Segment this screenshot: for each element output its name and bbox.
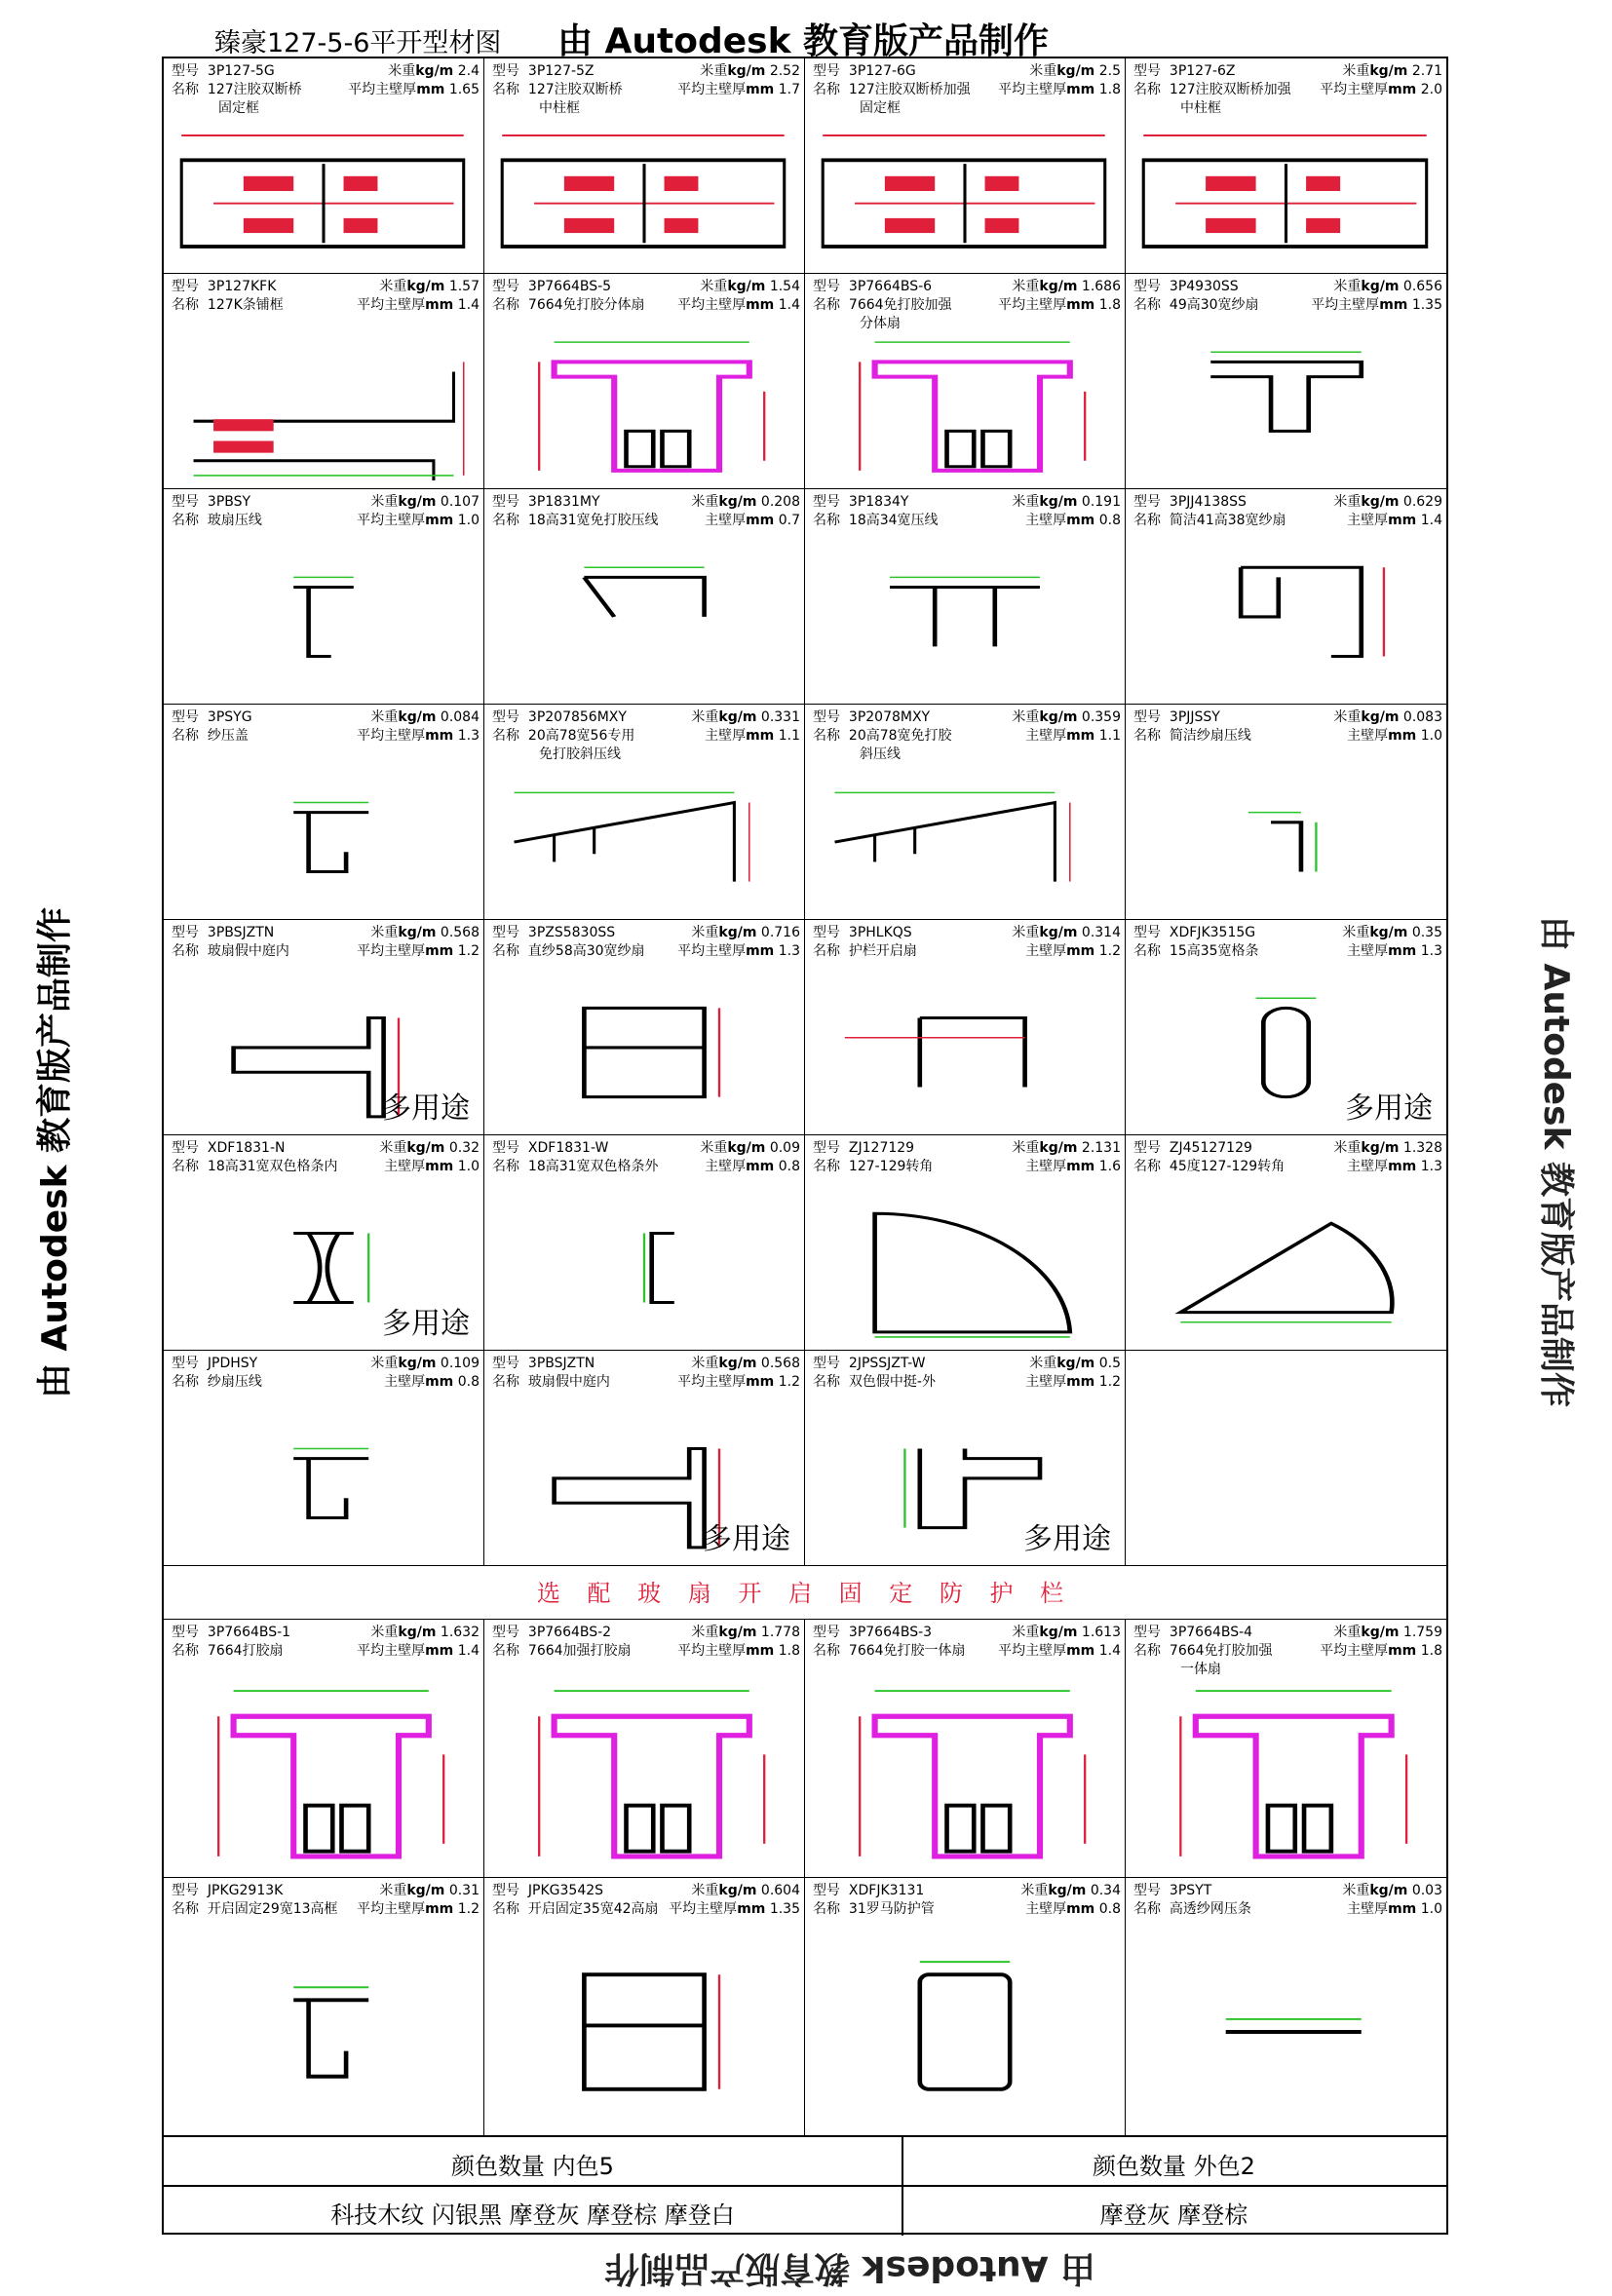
profile-cell xyxy=(164,274,484,489)
profile-info xyxy=(813,1139,1121,1176)
weight-field: 米重kg/m 0.03 xyxy=(1342,1883,1442,1898)
profile-drawing xyxy=(494,763,794,911)
profile-info xyxy=(172,924,480,961)
profile-cell xyxy=(1126,58,1446,274)
model-field: 型号 3P2078MXY xyxy=(813,709,931,725)
name-field: 名称 玻扇假中庭内 xyxy=(492,1374,610,1390)
left-watermark: 由 Autodesk 教育版产品制作 xyxy=(35,906,75,1398)
outer-color-list: 摩登灰 摩登棕 xyxy=(1099,2201,1248,2229)
name-field: 名称 纱压盖 xyxy=(172,728,249,744)
weight-field: 米重kg/m 1.759 xyxy=(1333,1625,1442,1640)
weight-field: 米重kg/m 2.5 xyxy=(1029,63,1121,79)
profile-info xyxy=(172,493,480,530)
model-field: 型号 3PJJ4138SS xyxy=(1133,494,1247,510)
profile-drawing xyxy=(494,548,794,696)
weight-field: 米重kg/m 0.107 xyxy=(370,494,480,510)
profile-cell xyxy=(484,1878,805,2136)
name-field: 名称 开启固定35宽42高扇 xyxy=(492,1901,659,1917)
wall-field: 平均主壁厚mm 1.0 xyxy=(357,513,480,528)
weight-field: 米重kg/m 0.31 xyxy=(379,1883,480,1898)
wall-field: 平均主壁厚mm 1.2 xyxy=(357,1901,480,1917)
weight-field: 米重kg/m 0.35 xyxy=(1342,925,1442,940)
weight-field: 米重kg/m 0.629 xyxy=(1333,494,1442,510)
name-field: 名称 高透纱网压条 xyxy=(1133,1901,1251,1917)
weight-field: 米重kg/m 2.52 xyxy=(700,63,800,79)
wall-field: 平均主壁厚mm 1.35 xyxy=(669,1901,800,1917)
name-field-line2: 分体扇 xyxy=(860,316,901,331)
profile-info xyxy=(1133,278,1442,315)
profile-cell xyxy=(484,920,805,1135)
weight-field: 米重kg/m 0.5 xyxy=(1029,1356,1121,1371)
model-field: 型号 3P1831MY xyxy=(492,494,600,510)
profile-drawing xyxy=(494,1936,794,2127)
profile-cell xyxy=(1126,705,1446,920)
weight-field: 米重kg/m 0.331 xyxy=(691,709,800,725)
profile-drawing xyxy=(815,332,1115,480)
multi-use-label: 多用途 xyxy=(1023,1522,1111,1556)
profile-drawing xyxy=(173,1678,474,1869)
multi-use-label: 多用途 xyxy=(703,1522,790,1556)
name-field: 名称 7664加强打胶扇 xyxy=(492,1643,632,1659)
model-field: 型号 JPDHSY xyxy=(172,1356,258,1371)
profile-cell xyxy=(484,705,805,920)
model-field: 型号 3PHLKQS xyxy=(813,925,912,940)
name-field: 名称 简洁纱扇压线 xyxy=(1133,728,1251,744)
weight-field: 米重kg/m 0.083 xyxy=(1333,709,1442,725)
model-field: 型号 3P4930SS xyxy=(1133,279,1239,294)
wall-field: 平均主壁厚mm 1.3 xyxy=(677,943,800,959)
wall-field: 主壁厚mm 1.1 xyxy=(1025,728,1121,744)
weight-field: 米重kg/m 1.632 xyxy=(370,1625,480,1640)
profile-info xyxy=(1133,1139,1442,1176)
profile-info xyxy=(172,1355,480,1392)
profile-drawing xyxy=(173,548,474,696)
profile-info xyxy=(172,708,480,746)
right-watermark: 由 Autodesk 教育版产品制作 xyxy=(1536,916,1576,1408)
wall-field: 主壁厚mm 1.6 xyxy=(1025,1159,1121,1174)
model-field: 型号 XDF1831-N xyxy=(172,1140,286,1156)
wall-field: 主壁厚mm 0.7 xyxy=(705,513,800,528)
name-field: 名称 127注胶双断桥 xyxy=(172,82,302,97)
model-field: 型号 XDF1831-W xyxy=(492,1140,609,1156)
name-field: 名称 7664免打胶加强 xyxy=(1133,1643,1273,1659)
profile-info xyxy=(492,1355,800,1392)
profile-info xyxy=(813,924,1121,961)
profile-cell xyxy=(164,1878,484,2136)
profile-info xyxy=(813,62,1121,118)
profile-drawing xyxy=(173,1409,474,1557)
profile-cell xyxy=(805,1878,1126,2136)
weight-field: 米重kg/m 0.604 xyxy=(691,1883,800,1898)
model-field: 型号 3PBSJZTN xyxy=(492,1356,595,1371)
profile-info xyxy=(172,278,480,315)
model-field: 型号 3P127-6G xyxy=(813,63,916,79)
profile-info xyxy=(492,1139,800,1176)
profile-info xyxy=(492,1882,800,1919)
profile-drawing xyxy=(815,1936,1115,2127)
profile-cell xyxy=(1126,920,1446,1135)
name-field-line2: 固定框 xyxy=(218,100,259,116)
model-field: 型号 3PBSY xyxy=(172,494,251,510)
multi-use-label: 多用途 xyxy=(1345,1091,1433,1126)
name-field: 名称 简洁41高38宽纱扇 xyxy=(1133,513,1286,528)
optional-section-banner: 选 配 玻 扇 开 启 固 定 防 护 栏 xyxy=(164,1568,1446,1620)
profile-info xyxy=(813,1355,1121,1392)
name-field: 名称 45度127-129转角 xyxy=(1133,1159,1286,1174)
name-field: 名称 20高78宽免打胶 xyxy=(813,728,952,744)
profile-info xyxy=(172,1624,480,1661)
profile-cell xyxy=(805,920,1126,1135)
profile-info xyxy=(492,278,800,315)
name-field-line2: 固定框 xyxy=(860,100,901,116)
name-field-line2: 免打胶斜压线 xyxy=(539,746,621,762)
profile-info xyxy=(172,62,480,118)
wall-field: 主壁厚mm 1.0 xyxy=(1347,1901,1442,1917)
model-field: 型号 3P127-6Z xyxy=(1133,63,1236,79)
profile-cell xyxy=(805,489,1126,705)
weight-field: 米重kg/m 1.613 xyxy=(1012,1625,1121,1640)
weight-field: 米重kg/m 1.686 xyxy=(1012,279,1121,294)
profile-info xyxy=(813,1882,1121,1919)
profile-drawing xyxy=(1135,1194,1437,1342)
profile-cell xyxy=(484,1135,805,1351)
wall-field: 平均主壁厚mm 1.4 xyxy=(677,297,800,313)
name-field: 名称 127K条铺框 xyxy=(172,297,284,313)
weight-field: 米重kg/m 0.314 xyxy=(1012,925,1121,940)
model-field: 型号 3PBSJZTN xyxy=(172,925,275,940)
wall-field: 主壁厚mm 1.0 xyxy=(1347,728,1442,744)
profile-grid-bottom xyxy=(164,1620,1446,2136)
profile-cell xyxy=(805,274,1126,489)
profile-drawing xyxy=(815,763,1115,911)
model-field: 型号 3P1834Y xyxy=(813,494,909,510)
wall-field: 平均主壁厚mm 1.2 xyxy=(357,943,480,959)
weight-field: 米重kg/m 0.084 xyxy=(370,709,480,725)
model-field: 型号 2JPSSJZT-W xyxy=(813,1356,926,1371)
profile-cell xyxy=(164,1351,484,1566)
profile-drawing xyxy=(815,1678,1115,1869)
wall-field: 平均主壁厚mm 1.65 xyxy=(348,82,480,97)
model-field: 型号 3P127KFK xyxy=(172,279,277,294)
name-field-line2: 中柱框 xyxy=(539,100,580,116)
profile-drawing xyxy=(173,117,474,265)
weight-field: 米重kg/m 2.131 xyxy=(1012,1140,1121,1156)
wall-field: 平均主壁厚mm 1.8 xyxy=(1320,1643,1442,1659)
profile-drawing xyxy=(173,332,474,480)
name-field-line2: 一体扇 xyxy=(1180,1662,1221,1677)
profile-info xyxy=(172,1882,480,1919)
profile-drawing xyxy=(494,978,794,1127)
drawing-title: 臻豪127-5-6平开型材图 xyxy=(214,28,502,58)
profile-cell xyxy=(164,1620,484,1878)
top-watermark: 由 Autodesk 教育版产品制作 xyxy=(557,21,1050,61)
name-field: 名称 开启固定29宽13高框 xyxy=(172,1901,338,1917)
model-field: 型号 3P207856MXY xyxy=(492,709,627,725)
wall-field: 平均主壁厚mm 2.0 xyxy=(1320,82,1442,97)
model-field: 型号 3P7664BS-1 xyxy=(172,1625,291,1640)
wall-field: 平均主壁厚mm 1.8 xyxy=(998,82,1121,97)
weight-field: 米重kg/m 2.4 xyxy=(388,63,480,79)
profile-drawing xyxy=(815,1194,1115,1342)
model-field: 型号 3PSYT xyxy=(1133,1883,1212,1898)
profile-drawing xyxy=(815,117,1115,265)
profile-info xyxy=(813,278,1121,333)
profile-info xyxy=(172,1139,480,1176)
name-field: 名称 127注胶双断桥加强 xyxy=(813,82,971,97)
profile-cell xyxy=(1126,274,1446,489)
name-field: 名称 18高34宽压线 xyxy=(813,513,939,528)
model-field: 型号 3P7664BS-2 xyxy=(492,1625,612,1640)
multi-use-label: 多用途 xyxy=(382,1307,470,1341)
wall-field: 平均主壁厚mm 1.4 xyxy=(998,1643,1121,1659)
weight-field: 米重kg/m 1.57 xyxy=(379,279,480,294)
model-field: 型号 3P127-5Z xyxy=(492,63,595,79)
profile-cell xyxy=(1126,1351,1446,1566)
profile-drawing xyxy=(494,332,794,480)
profile-info xyxy=(1133,1624,1442,1679)
model-field: 型号 3PZS5830SS xyxy=(492,925,616,940)
model-field: 型号 ZJ127129 xyxy=(813,1140,915,1156)
profile-drawing xyxy=(494,1678,794,1869)
weight-field: 米重kg/m 2.71 xyxy=(1342,63,1442,79)
profile-drawing xyxy=(494,1194,794,1342)
profile-cell xyxy=(805,58,1126,274)
weight-field: 米重kg/m 0.34 xyxy=(1020,1883,1121,1898)
wall-field: 平均主壁厚mm 1.2 xyxy=(677,1374,800,1390)
weight-field: 米重kg/m 0.32 xyxy=(379,1140,480,1156)
name-field: 名称 18高31宽免打胶压线 xyxy=(492,513,659,528)
name-field-line2: 中柱框 xyxy=(1180,100,1221,116)
profile-info xyxy=(1133,924,1442,961)
profile-info xyxy=(1133,1882,1442,1919)
wall-field: 主壁厚mm 0.8 xyxy=(1025,513,1121,528)
profile-cell xyxy=(484,58,805,274)
profile-drawing xyxy=(1135,1936,1437,2127)
profile-drawing xyxy=(1135,548,1437,696)
weight-field: 米重kg/m 0.109 xyxy=(370,1356,480,1371)
weight-field: 米重kg/m 0.191 xyxy=(1012,494,1121,510)
wall-field: 主壁厚mm 0.8 xyxy=(1025,1901,1121,1917)
profile-cell xyxy=(164,920,484,1135)
name-field: 名称 护栏开启扇 xyxy=(813,943,917,959)
wall-field: 平均主壁厚mm 1.4 xyxy=(357,1643,480,1659)
wall-field: 平均主壁厚mm 1.8 xyxy=(998,297,1121,313)
wall-field: 平均主壁厚mm 1.35 xyxy=(1311,297,1442,313)
name-field: 名称 127-129转角 xyxy=(813,1159,934,1174)
model-field: 型号 JPKG3542S xyxy=(492,1883,604,1898)
model-field: 型号 3P7664BS-5 xyxy=(492,279,612,294)
profile-info xyxy=(1133,493,1442,530)
profile-cell xyxy=(1126,1135,1446,1351)
profile-cell xyxy=(484,1620,805,1878)
profile-cell xyxy=(1126,1620,1446,1878)
wall-field: 主壁厚mm 0.8 xyxy=(705,1159,800,1174)
outer-color-count: 颜色数量 外色2 xyxy=(1093,2153,1255,2180)
name-field-line2: 斜压线 xyxy=(860,746,901,762)
weight-field: 米重kg/m 0.568 xyxy=(370,925,480,940)
profile-cell xyxy=(1126,1878,1446,2136)
name-field: 名称 31罗马防护管 xyxy=(813,1901,935,1917)
bottom-watermark: 由 Autodesk 教育版产品制作 xyxy=(604,2248,1096,2288)
model-field: 型号 3PSYG xyxy=(172,709,252,725)
name-field: 名称 49高30宽纱扇 xyxy=(1133,297,1259,313)
wall-field: 平均主壁厚mm 1.8 xyxy=(677,1643,800,1659)
profile-drawing xyxy=(1135,117,1437,265)
wall-field: 平均主壁厚mm 1.3 xyxy=(357,728,480,744)
profile-cell xyxy=(1126,489,1446,705)
name-field: 名称 18高31宽双色格条外 xyxy=(492,1159,659,1174)
wall-field: 平均主壁厚mm 1.4 xyxy=(357,297,480,313)
name-field: 名称 直纱58高30宽纱扇 xyxy=(492,943,645,959)
profile-cell xyxy=(164,58,484,274)
name-field: 名称 20高78宽56专用 xyxy=(492,728,635,744)
name-field: 名称 127注胶双断桥加强 xyxy=(1133,82,1291,97)
profile-cell xyxy=(805,1620,1126,1878)
weight-field: 米重kg/m 1.778 xyxy=(691,1625,800,1640)
model-field: 型号 ZJ45127129 xyxy=(1133,1140,1252,1156)
model-field: 型号 XDFJK3131 xyxy=(813,1883,925,1898)
wall-field: 主壁厚mm 1.3 xyxy=(1347,943,1442,959)
profile-drawing xyxy=(815,978,1115,1127)
profile-cell xyxy=(164,489,484,705)
color-table xyxy=(164,2136,1446,2236)
inner-color-list: 科技木纹 闪银黑 摩登灰 摩登棕 摩登白 xyxy=(330,2201,735,2229)
model-field: 型号 3P7664BS-4 xyxy=(1133,1625,1253,1640)
name-field: 名称 7664打胶扇 xyxy=(172,1643,284,1659)
name-field: 名称 玻扇压线 xyxy=(172,513,262,528)
profile-info xyxy=(492,62,800,118)
profile-info xyxy=(1133,708,1442,746)
model-field: 型号 3P7664BS-3 xyxy=(813,1625,933,1640)
profile-cell xyxy=(164,1135,484,1351)
profile-info xyxy=(813,1624,1121,1661)
profile-drawing xyxy=(1135,1678,1437,1869)
profile-info xyxy=(492,493,800,530)
name-field: 名称 7664免打胶分体扇 xyxy=(492,297,645,313)
name-field: 名称 玻扇假中庭内 xyxy=(172,943,289,959)
weight-field: 米重kg/m 0.09 xyxy=(700,1140,800,1156)
profile-drawing xyxy=(173,763,474,911)
wall-field: 主壁厚mm 1.3 xyxy=(1347,1159,1442,1174)
profile-info xyxy=(492,1624,800,1661)
name-field: 名称 15高35宽格条 xyxy=(1133,943,1259,959)
weight-field: 米重kg/m 0.568 xyxy=(691,1356,800,1371)
name-field: 名称 127注胶双断桥 xyxy=(492,82,623,97)
profile-drawing xyxy=(1135,763,1437,911)
model-field: 型号 3P127-5G xyxy=(172,63,275,79)
model-field: 型号 3P7664BS-6 xyxy=(813,279,933,294)
wall-field: 平均主壁厚mm 1.7 xyxy=(677,82,800,97)
profile-cell xyxy=(484,274,805,489)
profile-drawing xyxy=(494,117,794,265)
model-field: 型号 JPKG2913K xyxy=(172,1883,284,1898)
wall-field: 主壁厚mm 1.4 xyxy=(1347,513,1442,528)
wall-field: 主壁厚mm 1.0 xyxy=(384,1159,480,1174)
weight-field: 米重kg/m 0.716 xyxy=(691,925,800,940)
model-field: 型号 3PJJSSY xyxy=(1133,709,1220,725)
profile-info xyxy=(492,924,800,961)
wall-field: 主壁厚mm 1.2 xyxy=(1025,1374,1121,1390)
profile-cell xyxy=(164,705,484,920)
profile-info xyxy=(492,708,800,764)
profile-drawing xyxy=(815,548,1115,696)
name-field: 名称 7664免打胶加强 xyxy=(813,297,952,313)
weight-field: 米重kg/m 0.208 xyxy=(691,494,800,510)
name-field: 名称 双色假中挺-外 xyxy=(813,1374,936,1390)
model-field: 型号 XDFJK3515G xyxy=(1133,925,1256,940)
profile-info xyxy=(813,708,1121,764)
name-field: 名称 纱扇压线 xyxy=(172,1374,262,1390)
weight-field: 米重kg/m 0.656 xyxy=(1333,279,1442,294)
name-field: 名称 18高31宽双色格条内 xyxy=(172,1159,338,1174)
profile-sheet xyxy=(162,57,1448,2235)
name-field: 名称 7664免打胶一体扇 xyxy=(813,1643,966,1659)
wall-field: 主壁厚mm 0.8 xyxy=(384,1374,480,1390)
profile-drawing xyxy=(173,1936,474,2127)
profile-cell xyxy=(484,1351,805,1566)
profile-grid-top xyxy=(164,58,1446,1566)
profile-info xyxy=(1133,62,1442,118)
wall-field: 主壁厚mm 1.2 xyxy=(1025,943,1121,959)
weight-field: 米重kg/m 1.328 xyxy=(1333,1140,1442,1156)
profile-cell xyxy=(805,1135,1126,1351)
profile-cell xyxy=(484,489,805,705)
profile-info xyxy=(813,493,1121,530)
multi-use-label: 多用途 xyxy=(382,1091,470,1126)
weight-field: 米重kg/m 0.359 xyxy=(1012,709,1121,725)
profile-drawing xyxy=(1135,332,1437,480)
wall-field: 主壁厚mm 1.1 xyxy=(705,728,800,744)
profile-cell xyxy=(805,705,1126,920)
profile-cell xyxy=(805,1351,1126,1566)
inner-color-count: 颜色数量 内色5 xyxy=(451,2153,614,2180)
weight-field: 米重kg/m 1.54 xyxy=(700,279,800,294)
